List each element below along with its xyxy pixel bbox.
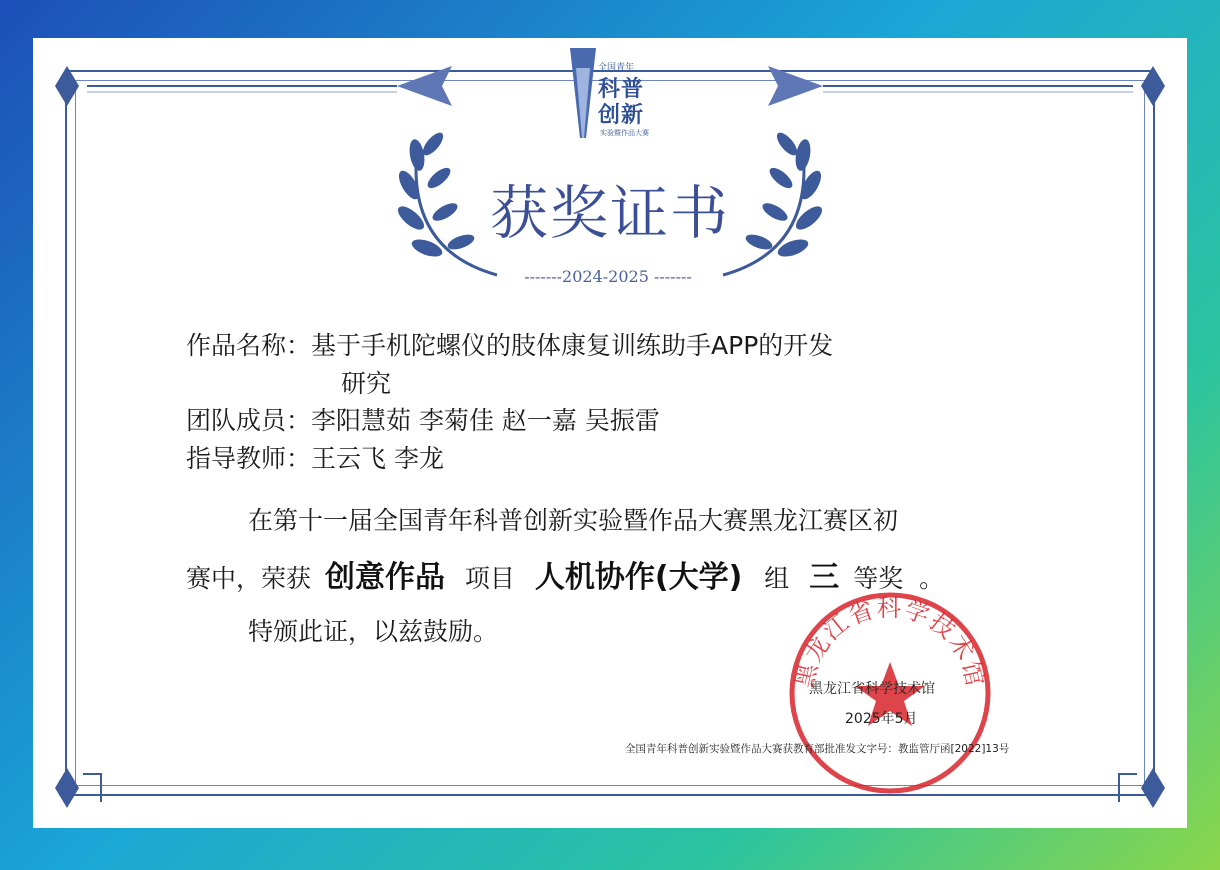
certificate [33, 38, 1187, 828]
award-text-line1: 在第十一届全国青年科普创新实验暨作品大赛黑龙江赛区初 [248, 506, 899, 535]
work-name-row [186, 326, 833, 362]
award-group: 人机协作(大学) [534, 560, 743, 595]
logo-text-small: 全国青年 [598, 63, 635, 73]
closing-text: 特颁此证，以兹鼓励。 [248, 617, 499, 646]
work-name-value-continued: 研究 [341, 369, 392, 398]
approval-number: 全国青年科普创新实验暨作品大赛获教育部批准发文字号：教监管厅函[2022]13号 [625, 743, 1010, 755]
advisor-label: 指导教师： [186, 444, 312, 473]
certificate-title: 获奖证书 [489, 179, 730, 247]
logo-mark-icon [568, 48, 598, 138]
award-rank: 三 [809, 560, 840, 595]
award-end: 。 [919, 564, 945, 593]
competition-logo [568, 46, 658, 142]
rank-suffix: 等奖 [853, 564, 904, 593]
award-category: 创意作品 [324, 560, 445, 595]
issuer-name: 黑龙江省科学技术馆 [809, 681, 935, 697]
team-members-label: 团队成员： [186, 406, 312, 435]
award-prefix: 赛中，荣获 [186, 564, 312, 593]
corner-ornament-top-right [753, 56, 1173, 116]
certificate-year: -------2024-2025 ------- [524, 267, 692, 286]
team-members-value: 李阳慧茹 李菊佳 赵一嘉 吴振雷 [311, 406, 660, 435]
work-name-value: 基于手机陀螺仪的肢体康复训练助手APP的开发 [311, 331, 834, 360]
svg-text:黑龙江省科学技术馆: 黑龙江省科学技术馆 [790, 593, 990, 691]
corner-ornament-top-left [47, 56, 467, 116]
logo-text-line1: 科普 [598, 77, 645, 102]
advisor-value: 王云飞 李龙 [311, 444, 444, 473]
logo-text-line2: 创新 [598, 103, 645, 128]
project-word: 项目 [464, 564, 515, 593]
work-name-row-continued [341, 364, 391, 400]
advisor-row [186, 439, 444, 475]
logo-subtitle: 实验暨作品大赛 [600, 129, 649, 137]
issue-date: 2025年5月 [845, 711, 918, 727]
team-members-row [186, 401, 660, 437]
work-name-label: 作品名称： [186, 331, 312, 360]
corner-ornament-bottom-left [47, 758, 107, 818]
corner-ornament-bottom-right [1113, 758, 1173, 818]
group-word: 组 [764, 564, 790, 593]
